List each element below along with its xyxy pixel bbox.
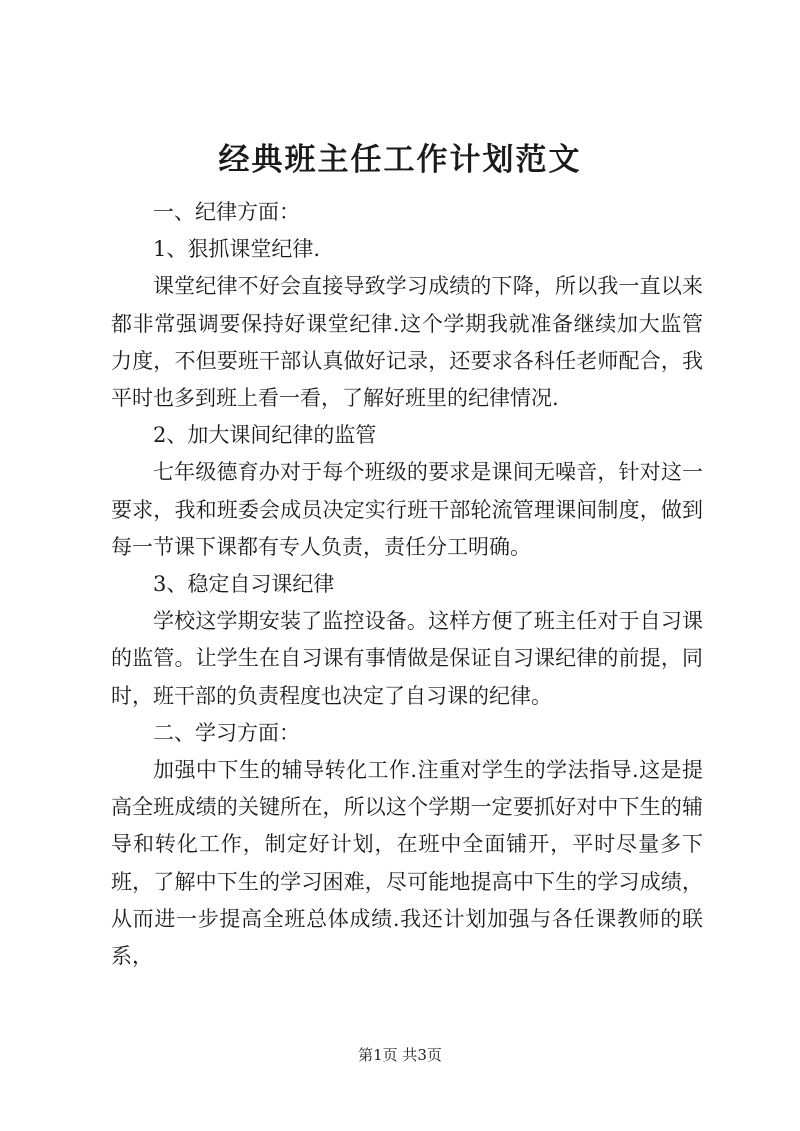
section-heading-discipline: 一、纪律方面： — [153, 200, 300, 224]
subheading-classroom-discipline: 1、狠抓课堂纪律. — [153, 237, 321, 262]
subheading-break-discipline: 2、加大课间纪律的监管 — [153, 423, 377, 448]
paragraph-self-study-discipline: 学校这学期安装了监控设备。这样方便了班主任对于自习课的监管。让学生在自习课有事情做是保证自习课纪律的前提，同时，班干部的负责程度也决定了自习课的纪律。 — [111, 609, 703, 708]
paragraph-classroom-discipline: 课堂纪律不好会直接导致学习成绩的下降，所以我一直以来都非常强调要保持好课堂纪律.这个学期我就准备继续加大监管力度，不但要班干部认真做好记录，还要求各科任老师配合，我平时也多到班上看一看，了解好班里的纪律情况. — [111, 274, 703, 411]
paragraph-study: 加强中下生的辅导转化工作.注重对学生的学法指导.这是提高全班成绩的关键所在，所以这个学期一定要抓好对中下生的辅导和转化工作，制定好计划，在班中全面铺开，平时尽量多下班，了解中下生的学习困难，尽可能地提高中下生的学习成绩，从而进一步提高全班总体成绩.我还计划加强与各任课教师的联系， — [111, 758, 703, 969]
paragraph-break-discipline: 七年级德育办对于每个班级的要求是课间无噪音，针对这一要求，我和班委会成员决定实行班干部轮流管理课间制度，做到每一节课下课都有专人负责，责任分工明确。 — [111, 460, 703, 559]
page-number: 第1页 共3页 — [358, 1046, 442, 1064]
document-title: 经典班主任工作计划范文 — [218, 142, 582, 178]
subheading-self-study-discipline: 3、稳定自习课纪律 — [153, 572, 335, 597]
document-body — [111, 194, 703, 975]
section-heading-study: 二、学习方面： — [153, 720, 300, 745]
